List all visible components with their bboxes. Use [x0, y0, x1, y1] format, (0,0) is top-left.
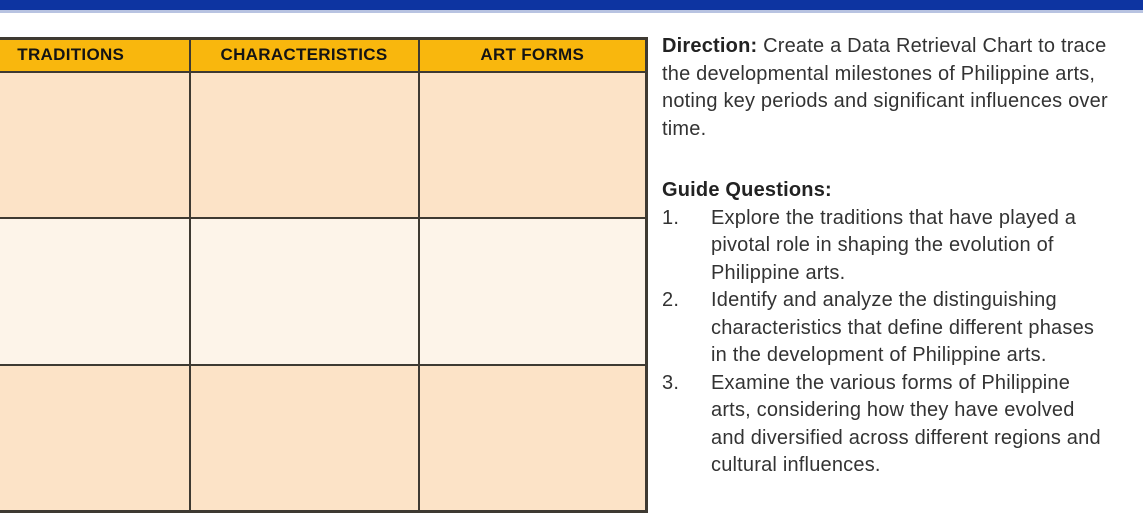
table-row — [0, 218, 647, 365]
guide-questions-list — [662, 205, 1114, 480]
question-text: Identify and analyze the distinguishing characteristics that define different phases in the development of Philippine arts. — [711, 289, 1095, 366]
table-row — [0, 365, 647, 512]
data-retrieval-table — [0, 37, 648, 513]
question-number: 3. — [662, 371, 680, 394]
table-cell-characteristics-1[interactable] — [190, 72, 419, 218]
instructions-panel — [662, 33, 1114, 480]
table-header-row — [0, 39, 647, 72]
guide-question-2 — [662, 287, 1114, 370]
question-number: 1. — [662, 206, 680, 229]
column-header-traditions: TRADITIONS — [0, 39, 190, 72]
guide-question-1 — [662, 205, 1114, 288]
table-cell-art-forms-3[interactable] — [419, 365, 647, 512]
top-accent-bar — [0, 0, 1143, 13]
column-header-characteristics: CHARACTERISTICS — [190, 39, 419, 72]
table-row — [0, 72, 647, 218]
table-cell-art-forms-1[interactable] — [419, 72, 647, 218]
question-number: 2. — [662, 289, 680, 311]
question-text: Explore the traditions that have played a pivotal role in shaping the evolution of Philippine arts. — [711, 206, 1077, 284]
table-cell-traditions-1[interactable] — [0, 72, 190, 218]
guide-questions-label: Guide Questions: — [662, 179, 832, 201]
guide-question-3 — [662, 370, 1114, 480]
question-text: Examine the various forms of Philippine arts, considering how they have evolved and diversified across different regions and cultural influences. — [711, 371, 1101, 476]
column-header-art-forms: ART FORMS — [419, 39, 647, 72]
direction-label: Direction: — [662, 35, 758, 57]
data-retrieval-chart — [0, 37, 650, 514]
table-cell-traditions-3[interactable] — [0, 365, 190, 512]
table-cell-art-forms-2[interactable] — [419, 218, 647, 365]
table-cell-traditions-2[interactable] — [0, 218, 190, 365]
direction-text: Create a Data Retrieval Chart to trace the developmental milestones of Philippine arts, noting key periods and significant influences over time. — [662, 35, 1108, 140]
table-cell-characteristics-2[interactable] — [190, 218, 419, 365]
direction-paragraph — [662, 33, 1114, 143]
table-cell-characteristics-3[interactable] — [190, 365, 419, 512]
